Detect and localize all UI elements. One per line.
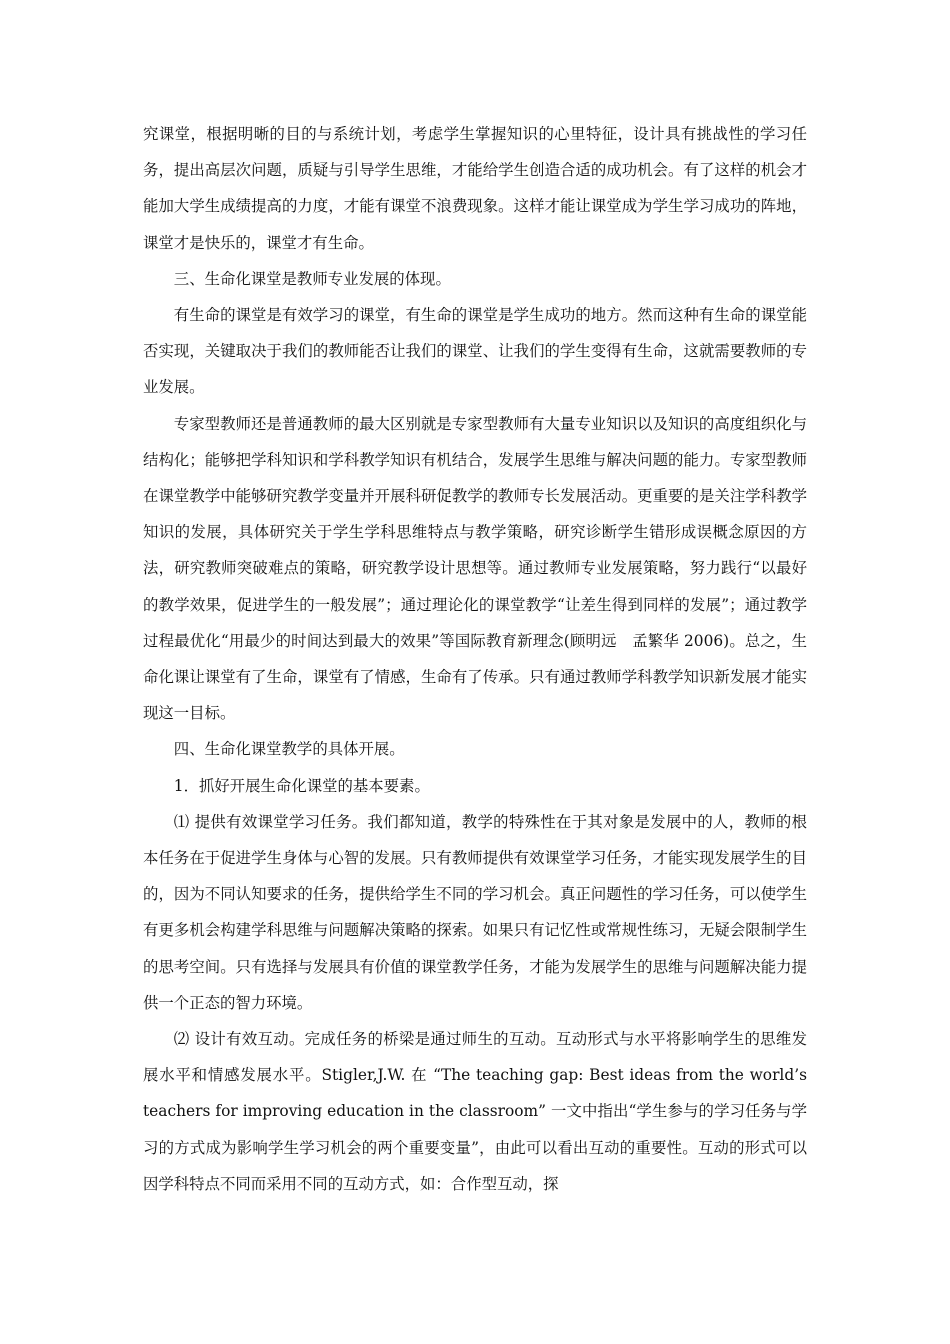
- paragraph-continuation: 究课堂，根据明晰的目的与系统计划，考虑学生掌握知识的心里特征，设计具有挑战性的学习任务，提出高层次问题，质疑与引导学生思维，才能给学生创造合适的成功机会。有了这样的机会才能加大学生成绩提高的力度，才能有课堂不浪费现象。这样才能让课堂成为学生学习成功的阵地，课堂才是快乐的，课堂才有生命。: [143, 125, 807, 252]
- section-heading-four: 四、生命化课堂教学的具体开展。: [173, 740, 405, 759]
- paragraph: 有生命的课堂是有效学习的课堂，有生命的课堂是学生成功的地方。然而这种有生命的课堂能否实现，关键取决于我们的教师能否让我们的课堂、让我们的学生变得有生命，这就需要教师的专业发展。: [143, 306, 807, 397]
- section-heading-three: 三、生命化课堂是教师专业发展的体现。: [173, 269, 451, 288]
- paragraph: ⑴ 提供有效课堂学习任务。我们都知道，教学的特殊性在于其对象是发展中的人，教师的根本任务在于促进学生身体与心智的发展。只有教师提供有效课堂学习任务，才能实现发展学生的目的，因为不同认知要求的任务，提供给学生不同的学习机会。真正问题性的学习任务，可以使学生有更多机会构建学科思维与问题解决策略的探索。如果只有记忆性或常规性练习，无疑会限制学生的思考空间。只有选择与发展具有价值的课堂教学任务，才能为发展学生的思维与问题解决能力提供一个正态的智力环境。: [143, 812, 807, 1012]
- document-body: [143, 116, 807, 1202]
- subsection-heading-one: 1．抓好开展生命化课堂的基本要素。: [173, 776, 430, 795]
- paragraph: 专家型教师还是普通教师的最大区别就是专家型教师有大量专业知识以及知识的高度组织化与结构化；能够把学科知识和学科教学知识有机结合，发展学生思维与解决问题的能力。专家型教师在课堂教学中能够研究教学变量并开展科研促教学的教师专长发展活动。更重要的是关注学科教学知识的发展，具体研究关于学生学科思维特点与教学策略，研究诊断学生错形成误概念原因的方法，研究教师突破难点的策略，研究教学设计思想等。通过教师专业发展策略，努力践行“以最好的教学效果，促进学生的一般发展”；通过理论化的课堂教学“让差生得到同样的发展”；通过教学过程最优化“用最少的时间达到最大的效果”等国际教育新理念(顾明远 孟繁华 2006)。总之，生命化课让课堂有了生命，课堂有了情感，生命有了传承。只有通过教师学科教学知识新发展才能实现这一目标。: [143, 414, 807, 723]
- paragraph: ⑵ 设计有效互动。完成任务的桥梁是通过师生的互动。互动形式与水平将影响学生的思维发展水平和情感发展水平。Stigler,J.W. 在 “The teaching gap: Best ideas from the world’s teachers for improving education in the classroom” 一文中指出“学生参与的学习任务与学习的方式成为影响学生学习机会的两个重要变量”，由此可以看出互动的重要性。互动的形式可以因学科特点不同而采用不同的互动方式，如：合作型互动，探: [143, 1030, 807, 1193]
